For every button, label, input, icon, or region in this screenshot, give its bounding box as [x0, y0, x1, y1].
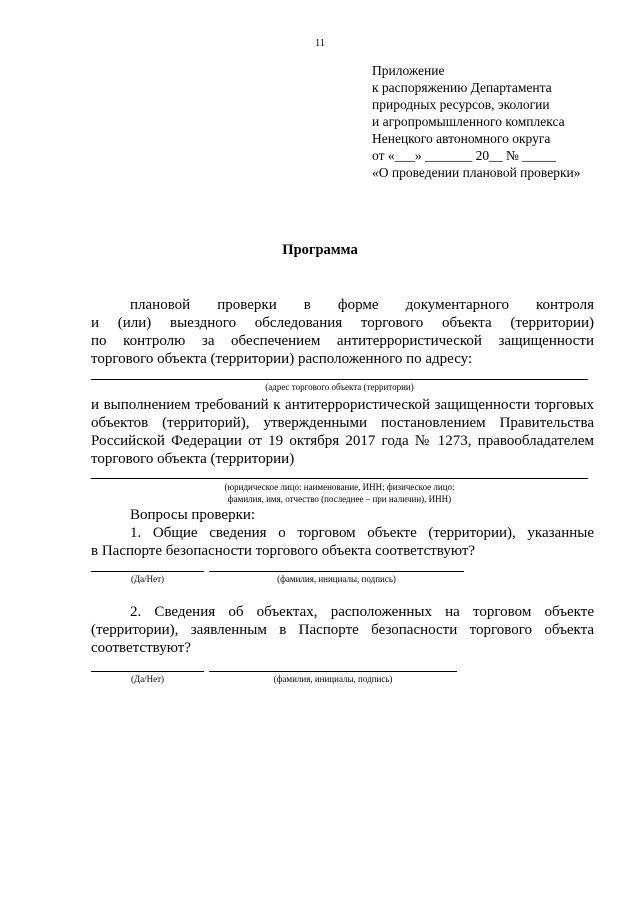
holder-caption-line-2: фамилия, имя, отчество (последнее – при наличии), ИНН) — [227, 494, 452, 504]
appendix-line: «О проведении плановой проверки» — [372, 165, 581, 180]
answer-caption: (Да/Нет) — [130, 574, 165, 584]
appendix-line: от «___» _______ 20__ № _____ — [372, 148, 556, 163]
question-1-line-1: 1. Общие сведения о торговом объекте (территории), указанные — [130, 525, 594, 541]
questions-heading: Вопросы проверки: — [130, 507, 256, 523]
signature-caption: (фамилия, инициалы, подпись) — [277, 574, 396, 584]
requirements-line-2: объектов (территорий), утвержденными постановлением Правительства — [91, 415, 594, 431]
question-2-line-3: соответствуют? — [91, 640, 191, 656]
signature-fill-line — [209, 571, 464, 572]
signature-caption: (фамилия, инициалы, подпись) — [273, 674, 393, 684]
question-2-line-1: 2. Сведения об объектах, расположенных на торговом объекте — [130, 604, 594, 620]
appendix-line: Ненецкого автономного округа — [372, 131, 551, 146]
requirements-line-4: торгового объекта (территории) — [91, 451, 295, 467]
requirements-line-3: Российской Федерации от 19 октября 2017 года № 1273, правообладателем — [91, 433, 594, 449]
answer-caption: (Да/Нет) — [130, 674, 165, 684]
signature-fill-line — [209, 671, 457, 672]
appendix-header — [372, 62, 612, 181]
answer-fill-line — [91, 571, 204, 572]
intro-line-4: торгового объекта (территории) расположенного по адресу: — [91, 351, 473, 367]
appendix-line: к распоряжению Департамента — [372, 80, 552, 95]
holder-fill-line — [91, 478, 588, 479]
intro-line-2: и (или) выездного обследования торгового объекта (территории) — [91, 315, 594, 331]
intro-line-3: по контролю за обеспечением антитеррористической защищенности — [91, 333, 594, 349]
appendix-line: Приложение — [372, 63, 445, 78]
appendix-line: и агропромышленного комплекса — [372, 114, 565, 129]
address-caption: (адрес торгового объекта (территории) — [265, 382, 414, 392]
appendix-line: природных ресурсов, экологии — [372, 97, 550, 112]
holder-caption-line-1: (юридическое лицо: наименование, ИНН; физическое лицо: — [224, 482, 455, 492]
document-title: Программа — [282, 242, 358, 258]
answer-fill-line — [91, 671, 204, 672]
address-fill-line — [91, 379, 588, 380]
requirements-line-1: и выполнением требований к антитеррористической защищенности торговых — [91, 397, 594, 413]
page-number: 11 — [315, 38, 325, 49]
intro-line-1: плановой проверки в форме документарного контроля — [130, 297, 594, 313]
question-1-line-2: в Паспорте безопасности торгового объекта соответствуют? — [91, 543, 476, 559]
question-2-line-2: (территории), заявленным в Паспорте безопасности торгового объекта — [91, 622, 594, 638]
